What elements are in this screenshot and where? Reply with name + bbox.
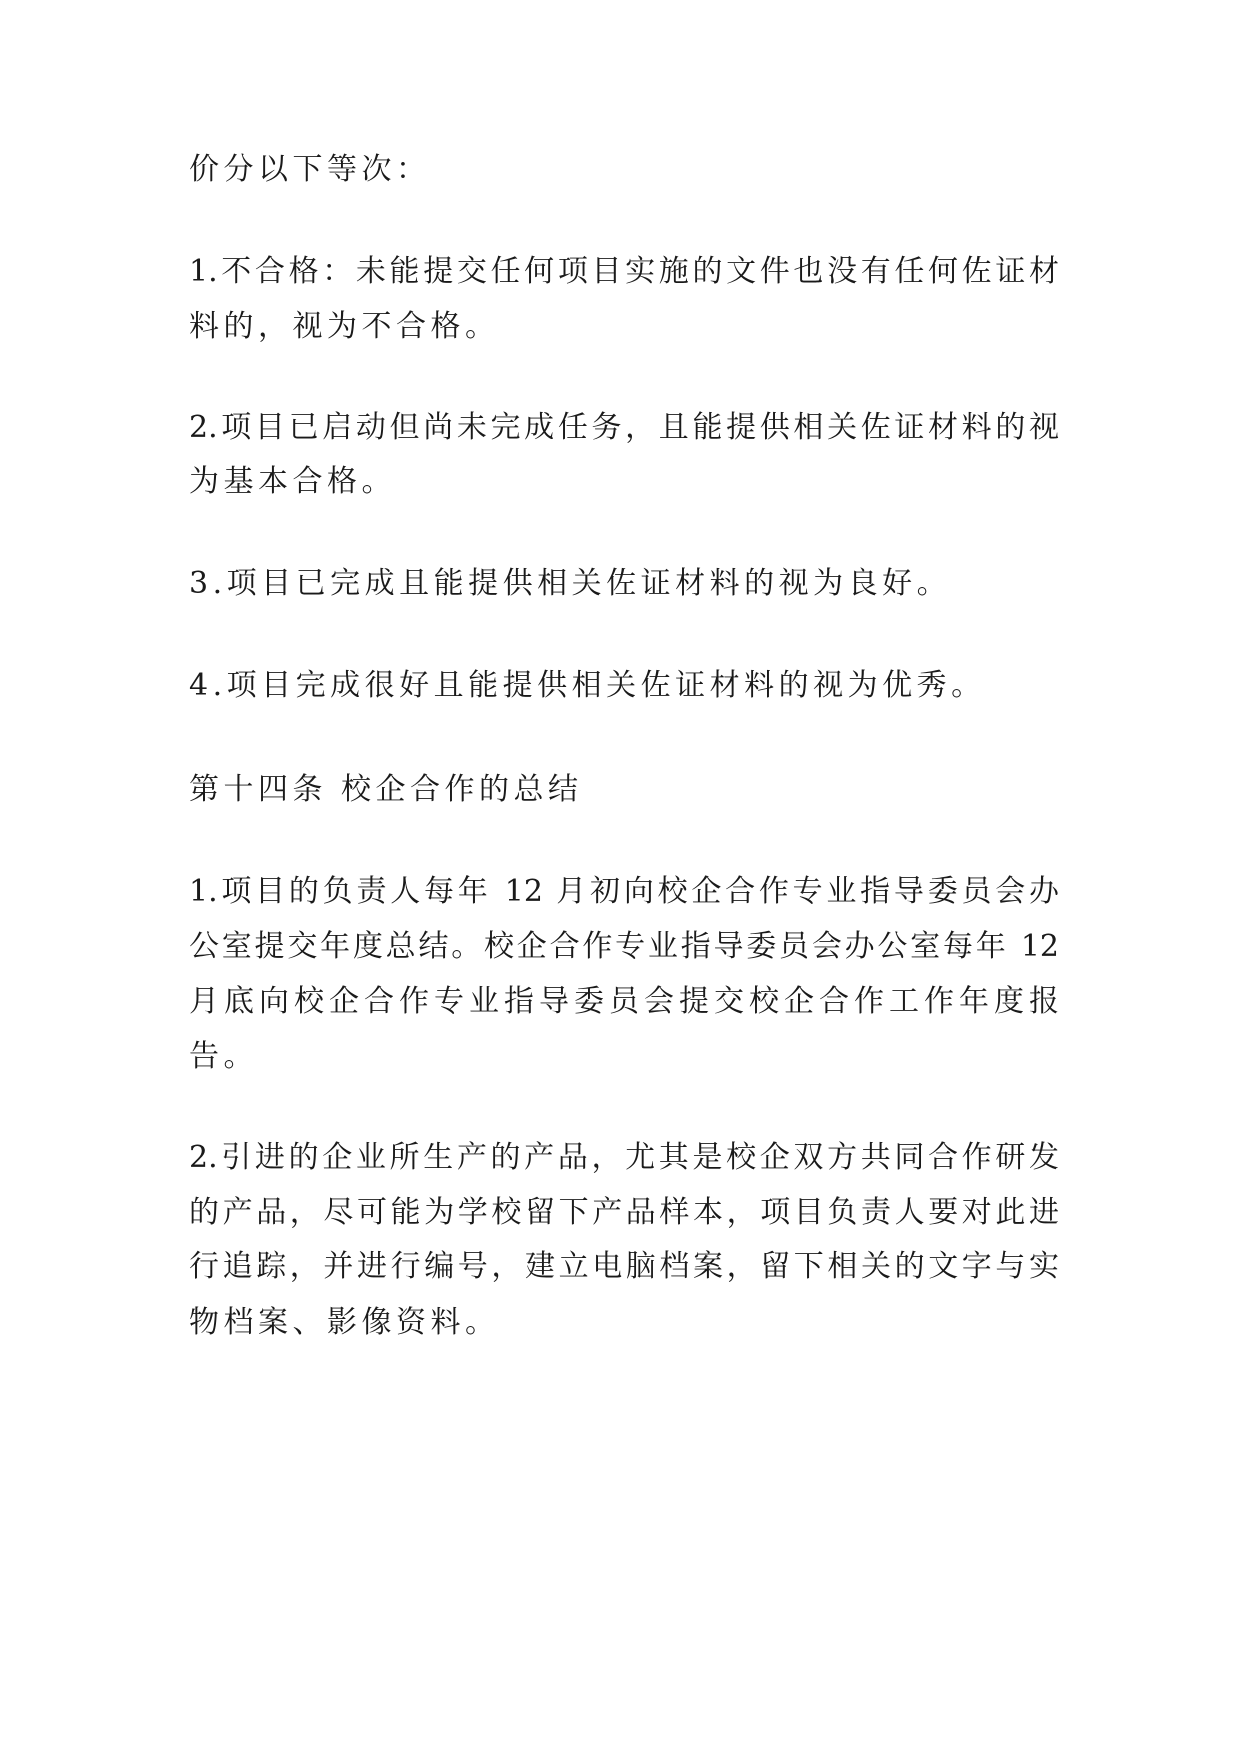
text-line: 4.项目完成很好且能提供相关佐证材料的视为优秀。: [189, 668, 986, 703]
text-line: 公室提交年度总结。校企合作专业指导委员会办公室每年 12: [189, 929, 1059, 964]
text-line: 告。: [189, 1039, 258, 1074]
text-line: 价分以下等次：: [189, 152, 431, 187]
text-line: 3.项目已完成且能提供相关佐证材料的视为良好。: [189, 566, 952, 601]
text-line: 2.引进的企业所生产的产品，尤其是校企双方共同合作研发: [189, 1140, 1059, 1175]
text-line: 为基本合格。: [189, 464, 396, 499]
text-line: 月底向校企合作专业指导委员会提交校企合作工作年度报: [189, 984, 1059, 1019]
text-line: 1.项目的负责人每年 12 月初向校企合作专业指导委员会办: [189, 874, 1059, 909]
text-line: 2.项目已启动但尚未完成任务，且能提供相关佐证材料的视: [189, 410, 1059, 445]
text-line: 物档案、影像资料。: [189, 1305, 500, 1340]
text-line: 的产品，尽可能为学校留下产品样本，项目负责人要对此进: [189, 1195, 1059, 1230]
text-line: 行追踪，并进行编号，建立电脑档案，留下相关的文字与实: [189, 1249, 1059, 1284]
text-line: 料的，视为不合格。: [189, 309, 500, 344]
section-heading: 第十四条 校企合作的总结: [189, 772, 583, 807]
text-line: 1.不合格：未能提交任何项目实施的文件也没有任何佐证材: [189, 254, 1059, 289]
